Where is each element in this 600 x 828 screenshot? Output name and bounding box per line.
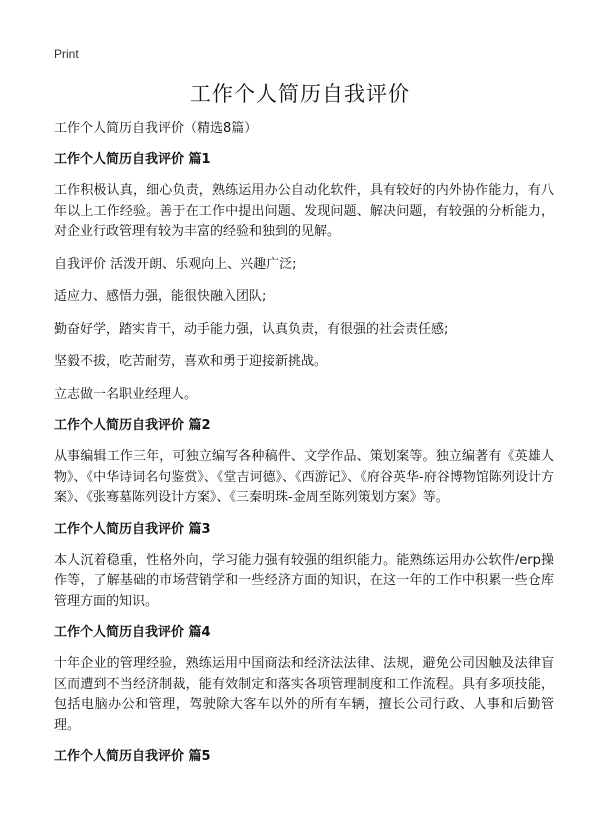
section-5 [54, 748, 554, 766]
section-heading: 工作个人简历自我评价 篇5 [54, 749, 211, 764]
paragraph: 适应力、感悟力强，能很快融入团队; [54, 289, 267, 304]
paragraph: 勤奋好学，踏实肯干，动手能力强，认真负责，有很强的社会责任感; [54, 321, 449, 337]
paragraph: 十年企业的管理经验，熟练运用中国商法和经济法法律、法规，避免公司因触及法律盲区而遭到不当经济制裁，能有效制定和落实各项管理制度和工作流程。具有多项技能，包括电脑办公和管理，驾驶除大客车以外的所有车辆，擅长公司行政、人事和后勤管理。 [54, 656, 554, 733]
section-1 [54, 151, 554, 405]
paragraph: 立志做一名职业经理人。 [54, 386, 198, 402]
section-heading: 工作个人简历自我评价 篇4 [54, 625, 211, 640]
paragraph: 自我评价 活泼开朗、乐观向上、兴趣广泛; [54, 256, 297, 272]
paragraph: 工作积极认真，细心负责，熟练运用办公自动化软件，具有较好的内外协作能力，有八年以上工作经验。善于在工作中提出问题、发现问题、解决问题，有较强的分析能力，对企业行政管理有较为丰富的经验和独到的见解。 [54, 183, 554, 239]
paragraph: 从事编辑工作三年，可独立编写各种稿件、文学作品、策划案等。独立编著有《英雄人物》、《中华诗词名句鉴赏》、《堂吉诃德》、《西游记》、《府谷英华-府谷博物馆陈列设计方案》、《张骞墓陈列设计方案》、《三秦明珠-金周至陈列策划方案》等。 [54, 449, 554, 505]
section-heading: 工作个人简历自我评价 篇1 [54, 152, 211, 167]
page-title: 工作个人简历自我评价 [190, 82, 410, 106]
paragraph: 本人沉着稳重，性格外向，学习能力强有较强的组织能力。能熟练运用办公软件/erp操作等，了解基础的市场营销学和一些经济方面的知识，在这一年的工作中积累一些仓库管理方面的知识。 [54, 552, 554, 609]
section-4 [54, 624, 554, 736]
section-heading: 工作个人简历自我评价 篇2 [54, 418, 211, 433]
section-heading: 工作个人简历自我评价 篇3 [54, 521, 211, 537]
document-body [54, 120, 554, 778]
print-link[interactable]: Print [54, 47, 79, 61]
document-subtitle: 工作个人简历自我评价（精选8篇） [54, 121, 258, 136]
paragraph: 坚毅不拔，吃苦耐劳，喜欢和勇于迎接新挑战。 [54, 354, 328, 369]
section-2 [54, 417, 554, 509]
section-3 [54, 521, 554, 613]
